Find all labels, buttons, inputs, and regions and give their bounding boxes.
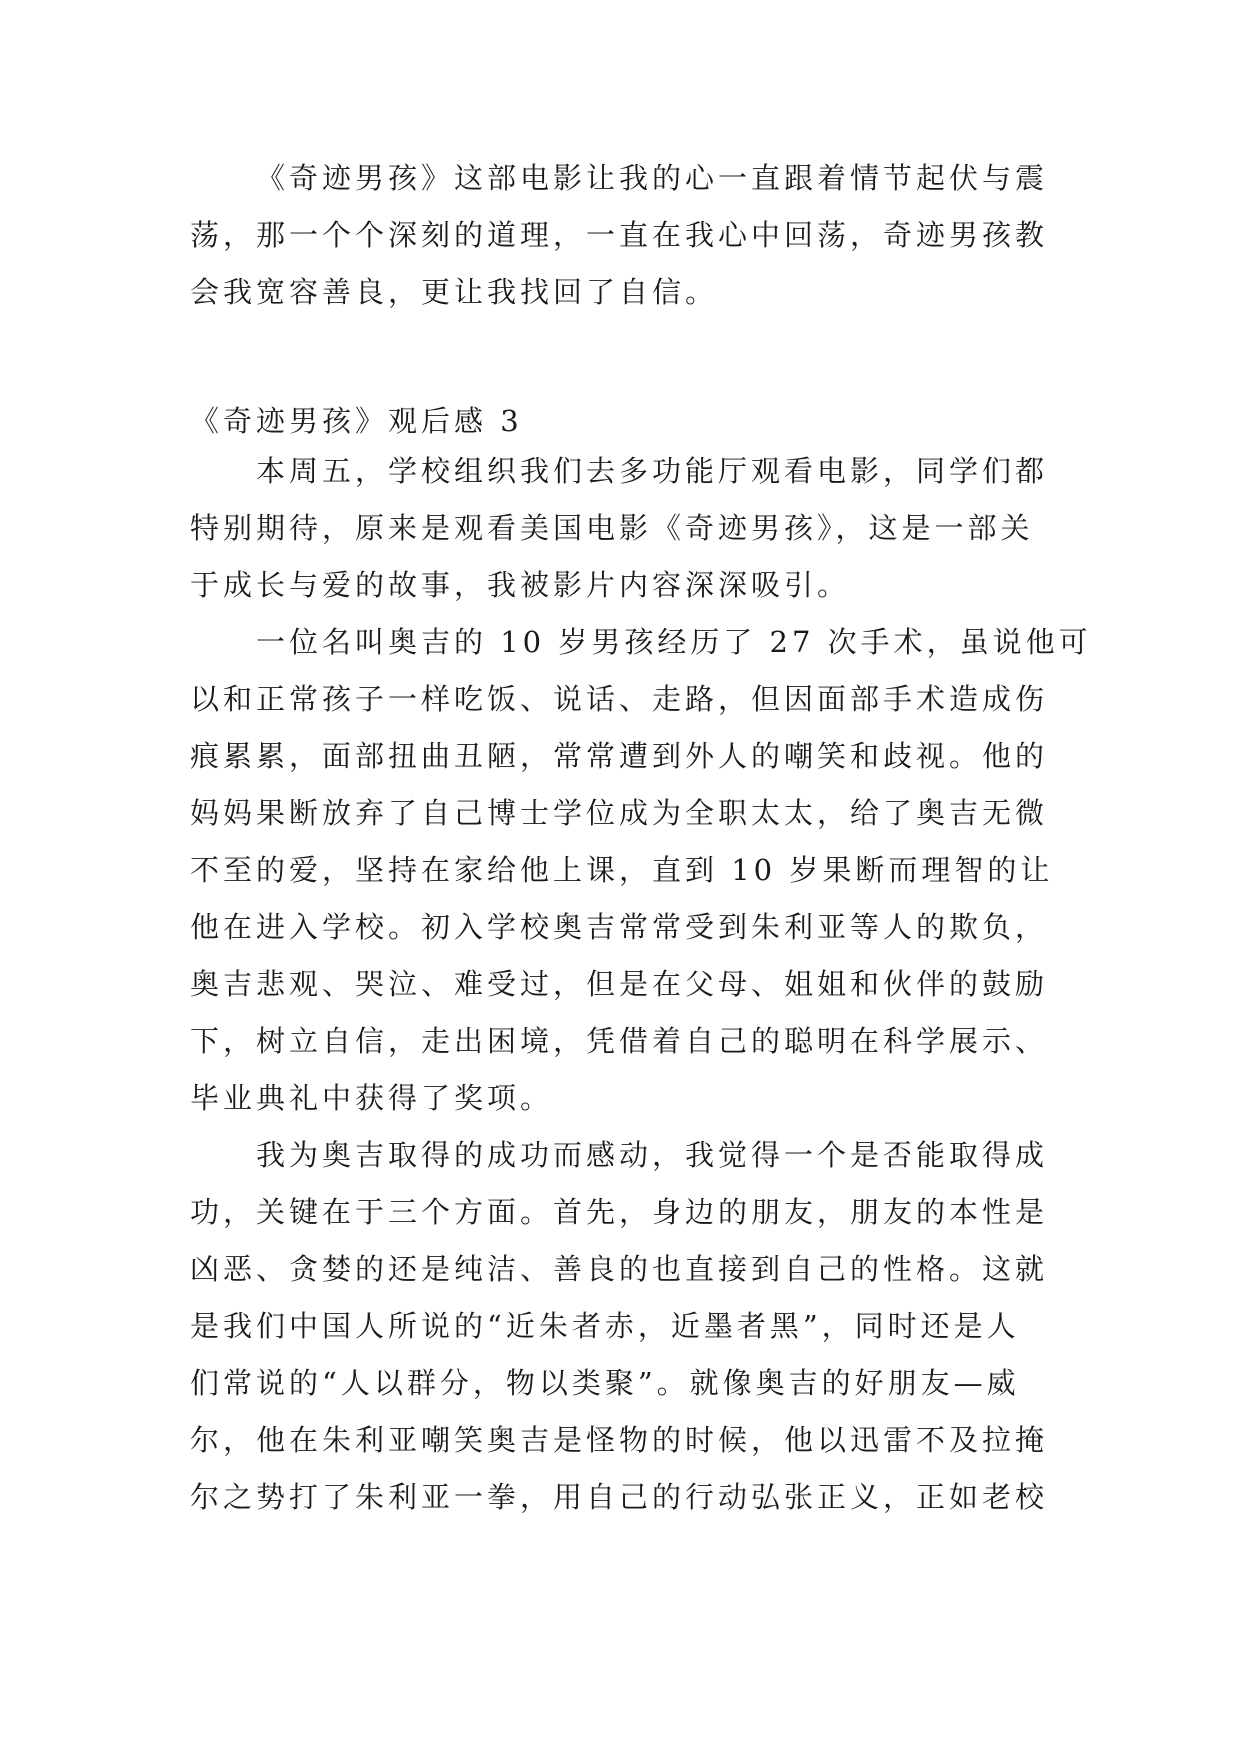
- paragraph-line: 痕累累，面部扭曲丑陋，常常遭到外人的嘲笑和歧视。他的: [190, 739, 1049, 773]
- paragraph-line: 不至的爱，坚持在家给他上课，直到 10 岁果断而理智的让: [190, 853, 1054, 887]
- paragraph-line: 荡，那一个个深刻的道理，一直在我心中回荡，奇迹男孩教: [190, 218, 1049, 252]
- paragraph-line: 特别期待，原来是观看美国电影《奇迹男孩》，这是一部关: [190, 511, 1034, 545]
- paragraph-line: 妈妈果断放弃了自己博士学位成为全职太太，给了奥吉无微: [190, 796, 1049, 830]
- paragraph-line: 以和正常孩子一样吃饭、说话、走路，但因面部手术造成伤: [190, 682, 1049, 716]
- section-heading: 《奇迹男孩》观后感 3: [190, 404, 523, 438]
- paragraph-line: 下，树立自信，走出困境，凭借着自己的聪明在科学展示、: [190, 1024, 1049, 1058]
- paragraph-line: 会我宽容善良，更让我找回了自信。: [190, 275, 719, 309]
- paragraph-line: 一位名叫奥吉的 10 岁男孩经历了 27 次手术，虽说他可: [256, 625, 1092, 659]
- paragraph-line: 奥吉悲观、哭泣、难受过，但是在父母、姐姐和伙伴的鼓励: [190, 967, 1049, 1001]
- paragraph-line: 本周五，学校组织我们去多功能厅观看电影，同学们都: [256, 454, 1049, 488]
- paragraph-line: 尔之势打了朱利亚一拳，用自己的行动弘张正义，正如老校: [190, 1480, 1049, 1514]
- paragraph-line: 毕业典礼中获得了奖项。: [190, 1081, 554, 1115]
- paragraph-line: 《奇迹男孩》这部电影让我的心一直跟着情节起伏与震: [256, 161, 1049, 195]
- paragraph-line: 凶恶、贪婪的还是纯洁、善良的也直接到自己的性格。这就: [190, 1252, 1049, 1286]
- paragraph-line: 于成长与爱的故事，我被影片内容深深吸引。: [190, 568, 851, 602]
- paragraph-line: 功，关键在于三个方面。首先，身边的朋友，朋友的本性是: [190, 1195, 1049, 1229]
- paragraph-line: 们常说的“人以群分，物以类聚”。就像奥吉的好朋友—威: [190, 1366, 1020, 1400]
- paragraph-line: 他在进入学校。初入学校奥吉常常受到朱利亚等人的欺负，: [190, 910, 1049, 944]
- paragraph-line: 是我们中国人所说的“近朱者赤，近墨者黑”，同时还是人: [190, 1309, 1020, 1343]
- paragraph-line: 尔，他在朱利亚嘲笑奥吉是怪物的时候，他以迅雷不及拉掩: [190, 1423, 1049, 1457]
- paragraph-line: 我为奥吉取得的成功而感动，我觉得一个是否能取得成: [256, 1138, 1049, 1172]
